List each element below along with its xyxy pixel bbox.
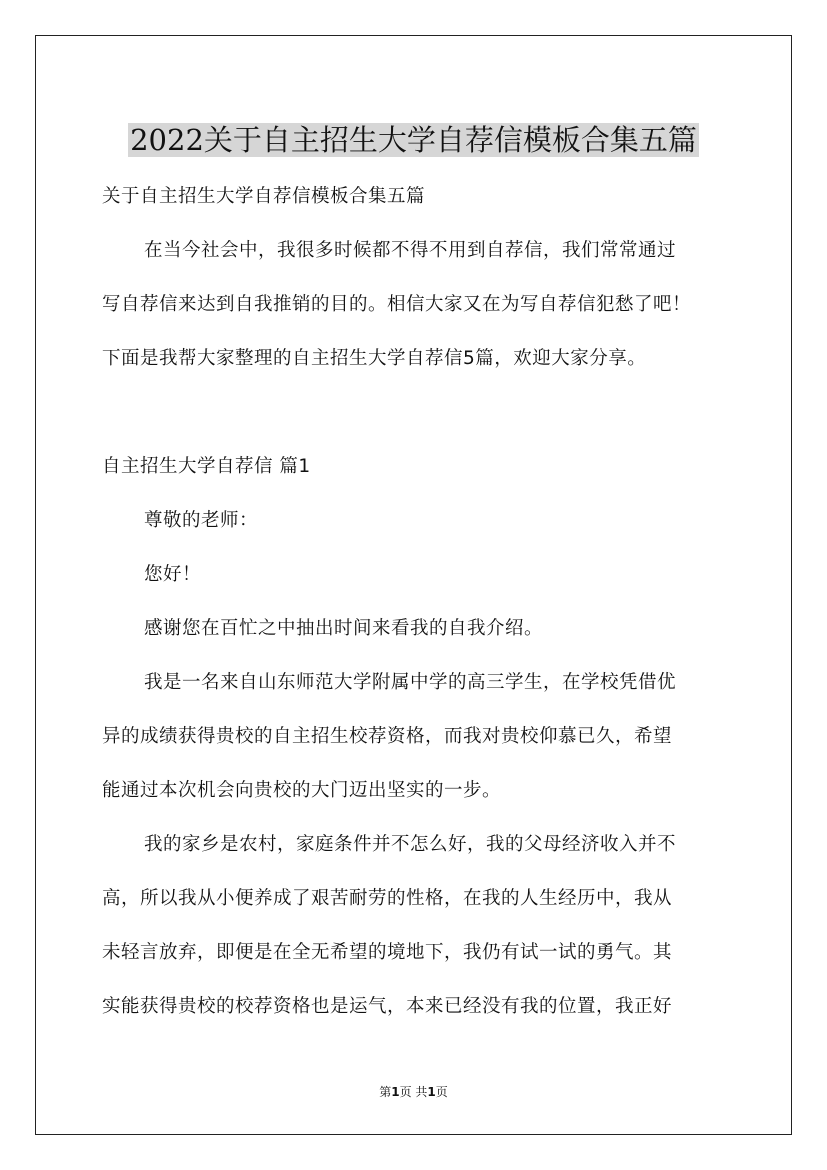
subtitle-line: 关于自主招生大学自荐信模板合集五篇 [102, 186, 426, 207]
document-title-text: 2022关于自主招生大学自荐信模板合集五篇 [130, 123, 697, 158]
footer-prefix: 第 [379, 1085, 392, 1099]
paragraph-line: 未轻言放弃，即便是在全无希望的境地下，我仍有试一试的勇气。其 [102, 942, 673, 963]
footer-page-number: 1 [391, 1085, 400, 1099]
paragraph-line: 写自荐信来达到自我推销的目的。相信大家又在为写自荐信犯愁了吧！ [102, 294, 692, 315]
paragraph-line: 高，所以我从小便养成了艰苦耐劳的性格，在我的人生经历中，我从 [102, 888, 673, 909]
footer-total-pages: 1 [427, 1085, 436, 1099]
greeting-line: 您好！ [144, 564, 202, 585]
salutation-line: 尊敬的老师： [144, 510, 259, 531]
paragraph-line: 我的家乡是农村，家庭条件并不怎么好，我的父母经济收入并不 [144, 834, 677, 855]
document-title [0, 117, 827, 163]
footer-suffix: 页 [435, 1085, 448, 1099]
paragraph-line: 在当今社会中，我很多时候都不得不用到自荐信，我们常常通过 [144, 240, 677, 261]
paragraph-line: 异的成绩获得贵校的自主招生校荐资格，而我对贵校仰慕已久，希望 [102, 726, 673, 747]
paragraph-line: 我是一名来自山东师范大学附属中学的高三学生，在学校凭借优 [144, 672, 677, 693]
page-footer [0, 1083, 827, 1100]
paragraph-line: 下面是我帮大家整理的自主招生大学自荐信5篇，欢迎大家分享。 [102, 348, 647, 369]
section-heading: 自主招生大学自荐信 篇1 [102, 456, 311, 477]
paragraph-line: 能通过本次机会向贵校的大门迈出坚实的一步。 [102, 780, 502, 801]
paragraph-line: 实能获得贵校的校荐资格也是运气，本来已经没有我的位置，我正好 [102, 996, 673, 1017]
paragraph-line: 感谢您在百忙之中抽出时间来看我的自我介绍。 [144, 618, 544, 639]
footer-mid: 页 共 [399, 1085, 428, 1099]
